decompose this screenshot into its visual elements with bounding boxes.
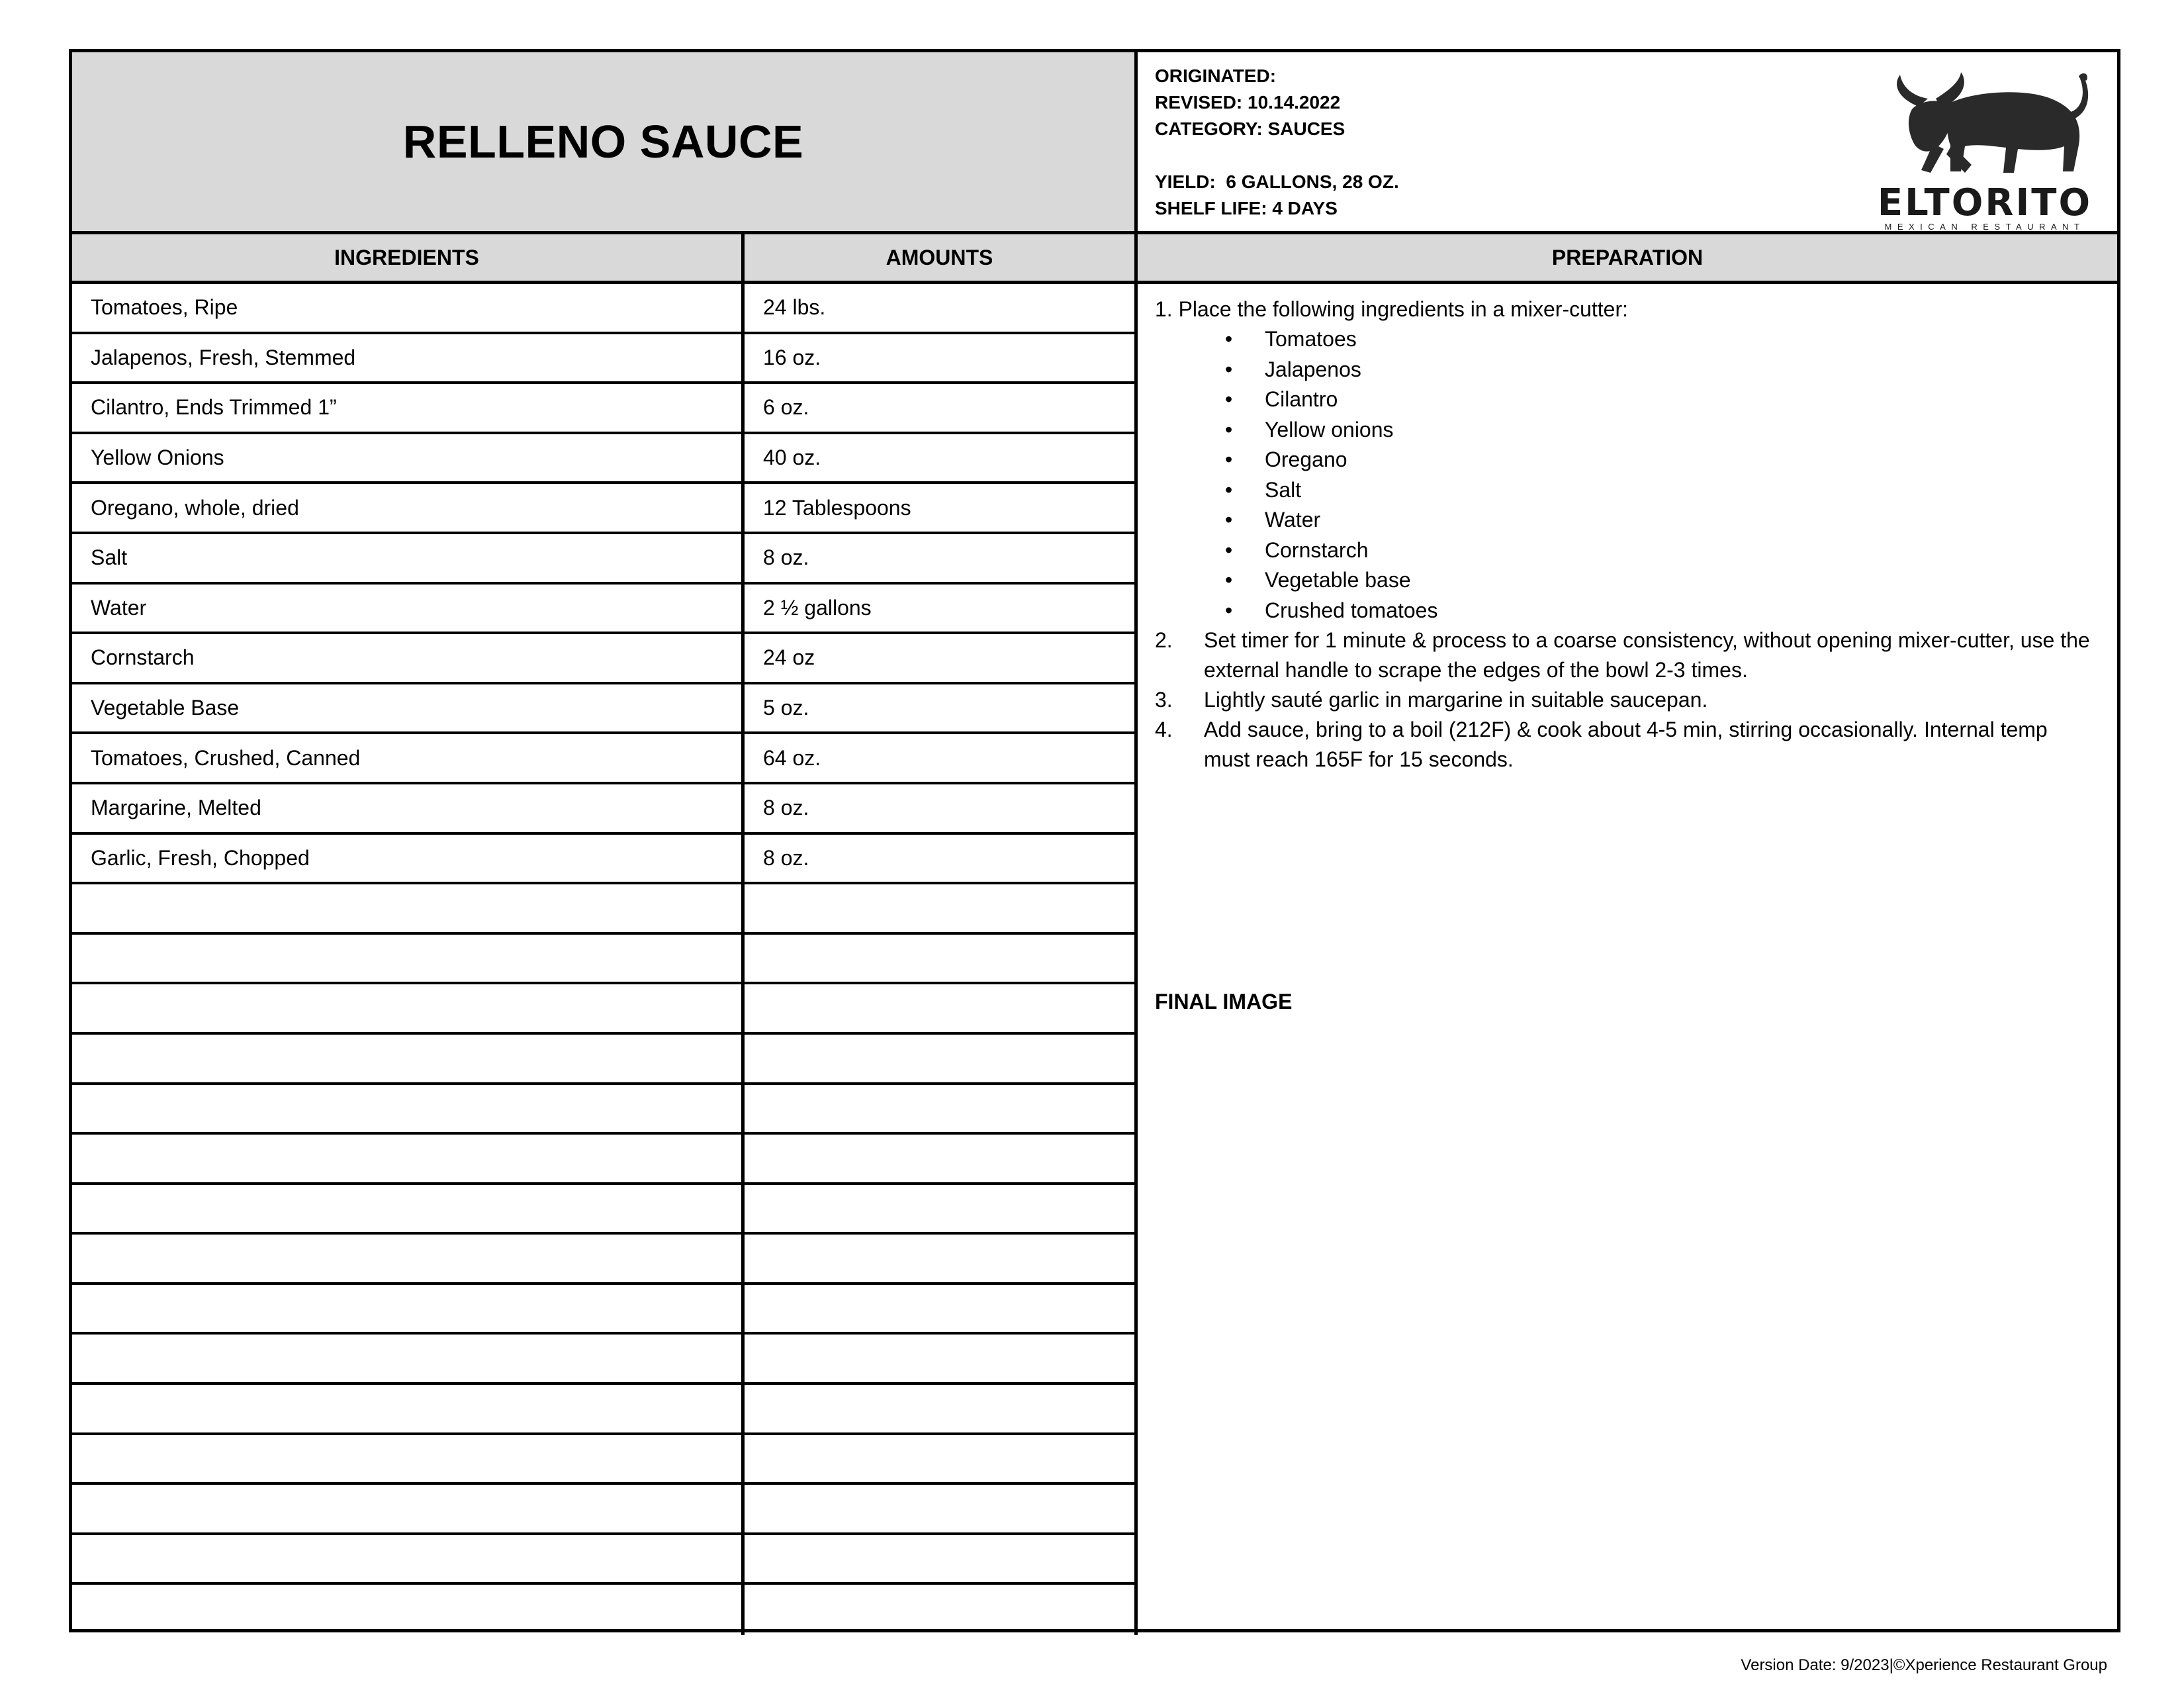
ingredient-name xyxy=(72,1435,745,1483)
step-text: Set timer for 1 minute & process to a coarse consistency, without opening mixer-cutter, use the external handle to scrape the edges of the bowl 2-3 times. xyxy=(1204,628,2090,682)
table-row xyxy=(72,1485,1138,1535)
recipe-title: RELLENO SAUCE xyxy=(402,116,804,167)
ingredient-amount: 5 oz. xyxy=(745,684,1138,732)
preparation-header: PREPARATION xyxy=(1138,234,2117,284)
step-text: Add sauce, bring to a boil (212F) & cook about 4-5 min, stirring occasionally. Internal temp must reach 165F for 15 seconds. xyxy=(1204,718,2048,771)
table-row xyxy=(72,1035,1138,1085)
list-item: • Cornstarch xyxy=(1265,536,2097,566)
table-row xyxy=(72,484,1138,534)
ingredient-name: Yellow Onions xyxy=(72,434,745,482)
list-item: • Vegetable base xyxy=(1265,565,2097,596)
amounts-header: AMOUNTS xyxy=(745,234,1138,284)
bull-icon xyxy=(1872,72,2097,185)
ingredient-amount xyxy=(745,1185,1138,1233)
prep-step-1: 1. Place the following ingredients in a mixer-cutter: xyxy=(1155,297,1629,321)
ingredient-name xyxy=(72,884,745,932)
ingredient-name: Margarine, Melted xyxy=(72,784,745,832)
shelf-life-field: SHELF LIFE: 4 DAYS xyxy=(1155,198,1338,218)
list-item: • Water xyxy=(1265,505,2097,536)
prep-step xyxy=(1155,685,2097,715)
ingredient-name xyxy=(72,1385,745,1432)
ingredient-name: Salt xyxy=(72,534,745,582)
list-item: • Jalapenos xyxy=(1265,355,2097,385)
ingredient-amount: 6 oz. xyxy=(745,384,1138,432)
table-row xyxy=(72,634,1138,684)
ingredients-table xyxy=(72,284,1138,1635)
ingredient-amount xyxy=(745,884,1138,932)
ingredient-name xyxy=(72,1085,745,1133)
prep-step xyxy=(1155,715,2097,774)
ingredient-name xyxy=(72,935,745,982)
recipe-sheet xyxy=(69,49,2120,1632)
ingredient-amount xyxy=(745,1285,1138,1333)
table-row xyxy=(72,384,1138,434)
ingredient-name xyxy=(72,1535,745,1583)
table-row xyxy=(72,1285,1138,1335)
ingredient-name: Cornstarch xyxy=(72,634,745,682)
table-row xyxy=(72,434,1138,485)
ingredient-amount xyxy=(745,1035,1138,1082)
table-row xyxy=(72,784,1138,835)
ingredient-name xyxy=(72,1135,745,1182)
ingredient-name xyxy=(72,1185,745,1233)
ingredient-name: Water xyxy=(72,585,745,632)
table-row xyxy=(72,334,1138,385)
table-row xyxy=(72,734,1138,784)
table-row xyxy=(72,1235,1138,1285)
ingredient-name xyxy=(72,1585,745,1635)
ingredient-amount: 24 lbs. xyxy=(745,284,1138,332)
ingredient-amount xyxy=(745,935,1138,982)
table-row xyxy=(72,1385,1138,1435)
ingredient-amount xyxy=(745,1085,1138,1133)
table-row xyxy=(72,984,1138,1035)
ingredient-amount: 8 oz. xyxy=(745,835,1138,882)
list-item: • Tomatoes xyxy=(1265,324,2097,355)
ingredient-amount xyxy=(745,1135,1138,1182)
ingredient-amount xyxy=(745,1235,1138,1282)
ingredient-name: Jalapenos, Fresh, Stemmed xyxy=(72,334,745,382)
table-row xyxy=(72,1435,1138,1485)
table-row xyxy=(72,534,1138,585)
ingredient-name xyxy=(72,1285,745,1333)
ingredient-amount: 8 oz. xyxy=(745,784,1138,832)
ingredient-amount: 64 oz. xyxy=(745,734,1138,782)
ingredient-amount: 24 oz xyxy=(745,634,1138,682)
ingredient-amount xyxy=(745,1435,1138,1483)
ingredient-amount: 12 Tablespoons xyxy=(745,484,1138,532)
logo-wordmark: ELTORITO xyxy=(1877,181,2093,224)
final-image-label: FINAL IMAGE xyxy=(1155,990,1293,1013)
ingredient-amount: 40 oz. xyxy=(745,434,1138,482)
preparation-section xyxy=(1138,284,2117,1629)
prep-step xyxy=(1155,626,2097,685)
version-footer: Version Date: 9/2023|©Xperience Restaurant Group xyxy=(1741,1656,2107,1674)
step-number: 2. xyxy=(1155,628,1173,652)
table-row xyxy=(72,884,1138,935)
table-row xyxy=(72,835,1138,885)
table-row xyxy=(72,585,1138,635)
table-row xyxy=(72,935,1138,985)
el-torito-logo xyxy=(1872,72,2097,232)
step-text: Lightly sauté garlic in margarine in suitable saucepan. xyxy=(1204,688,1708,712)
table-row xyxy=(72,1185,1138,1235)
ingredient-name: Vegetable Base xyxy=(72,684,745,732)
ingredient-amount xyxy=(745,1335,1138,1382)
ingredient-name xyxy=(72,1035,745,1082)
ingredient-amount xyxy=(745,1585,1138,1635)
step-number: 4. xyxy=(1155,718,1173,741)
ingredient-name: Cilantro, Ends Trimmed 1” xyxy=(72,384,745,432)
ingredients-header: INGREDIENTS xyxy=(72,234,745,284)
table-row xyxy=(72,284,1138,334)
ingredient-amount: 2 ½ gallons xyxy=(745,585,1138,632)
ingredient-name: Oregano, whole, dried xyxy=(72,484,745,532)
table-row xyxy=(72,1135,1138,1185)
table-row xyxy=(72,1335,1138,1385)
logo-tagline: MEXICAN RESTAURANT xyxy=(1884,222,2085,232)
table-row xyxy=(72,1535,1138,1585)
list-item: • Salt xyxy=(1265,475,2097,506)
list-item: • Crushed tomatoes xyxy=(1265,596,2097,626)
table-row xyxy=(72,684,1138,735)
ingredient-amount xyxy=(745,984,1138,1032)
ingredient-name: Garlic, Fresh, Chopped xyxy=(72,835,745,882)
step-1-ingredient-list xyxy=(1155,324,2097,626)
revised-field: REVISED: 10.14.2022 xyxy=(1155,92,1341,113)
step-number: 3. xyxy=(1155,688,1173,712)
ingredient-name xyxy=(72,1335,745,1382)
title-cell xyxy=(72,52,1138,234)
originated-field: ORIGINATED: xyxy=(1155,66,1277,86)
table-row xyxy=(72,1585,1138,1635)
table-row xyxy=(72,1085,1138,1135)
ingredient-name xyxy=(72,1485,745,1532)
ingredient-amount xyxy=(745,1485,1138,1532)
ingredient-amount xyxy=(745,1385,1138,1432)
ingredient-name xyxy=(72,1235,745,1282)
ingredient-amount: 16 oz. xyxy=(745,334,1138,382)
ingredient-amount: 8 oz. xyxy=(745,534,1138,582)
prep-steps xyxy=(1155,626,2097,774)
ingredient-name xyxy=(72,984,745,1032)
category-field: CATEGORY: SAUCES xyxy=(1155,118,1345,139)
recipe-meta xyxy=(1138,52,2117,234)
ingredient-amount xyxy=(745,1535,1138,1583)
list-item: • Yellow onions xyxy=(1265,415,2097,445)
ingredient-name: Tomatoes, Crushed, Canned xyxy=(72,734,745,782)
yield-field: YIELD: 6 GALLONS, 28 OZ. xyxy=(1155,171,1399,192)
ingredient-name: Tomatoes, Ripe xyxy=(72,284,745,332)
list-item: • Cilantro xyxy=(1265,385,2097,415)
list-item: • Oregano xyxy=(1265,445,2097,475)
